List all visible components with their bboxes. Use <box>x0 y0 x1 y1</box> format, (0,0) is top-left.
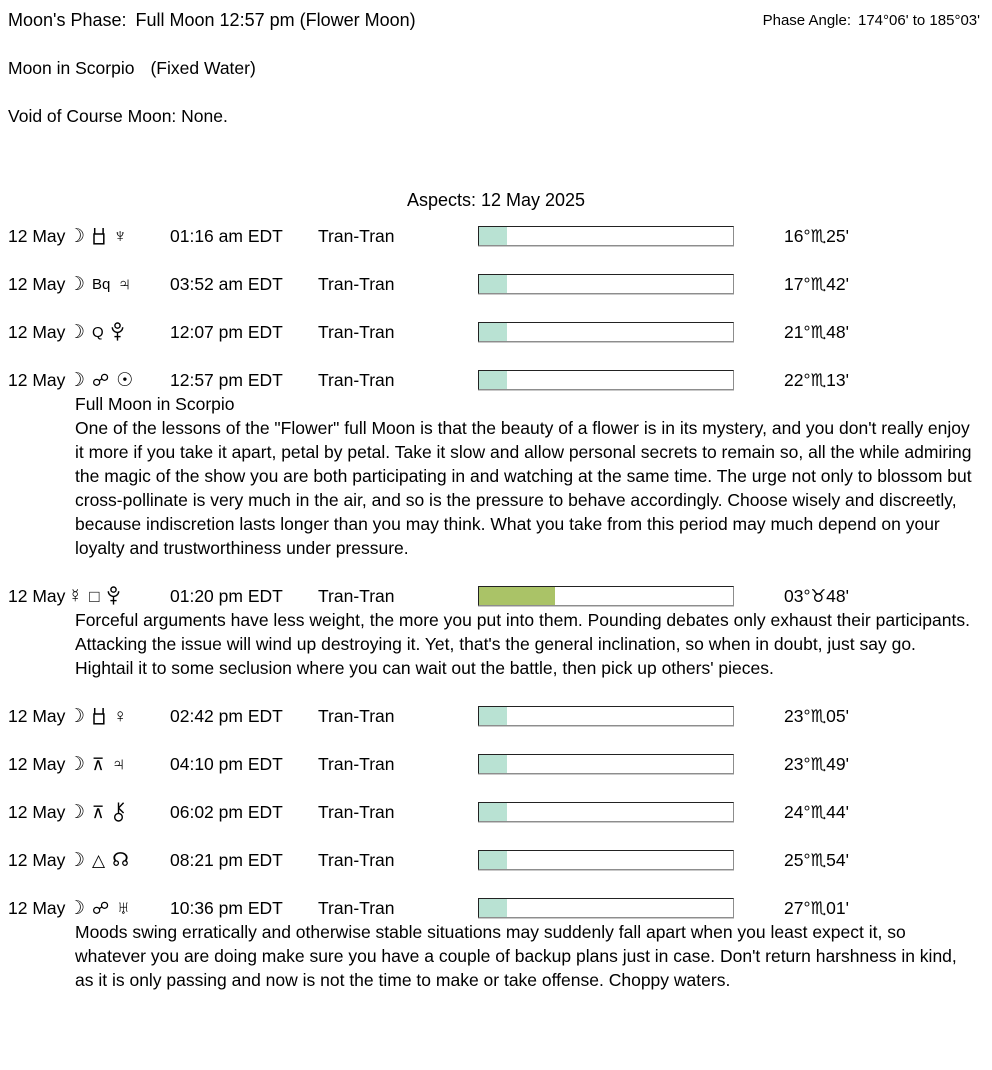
square-icon: □ <box>89 586 100 606</box>
moon-icon: ☽ <box>68 801 86 823</box>
aspect-time: 04:10 pm EDT <box>170 753 283 774</box>
aspect-row <box>8 584 984 608</box>
aspect-row <box>8 368 984 392</box>
quincunx-icon: ⊼ <box>92 802 105 822</box>
quincunx-icon: ⊼ <box>92 754 105 774</box>
aspect-time: 10:36 pm EDT <box>170 897 283 918</box>
aspect-degree: 23°♏49' <box>784 753 849 774</box>
report-header-line <box>8 8 984 32</box>
aspect-note-body: Forceful arguments have less weight, the more you put into them. Pounding debates only exhaust their participants. Attacking the issue will wind up destroying it. Yet, that's the general inclination, so when in doubt, just say go. Hightail it to some seclusion where you can wait out the battle, then pick up others' pieces. <box>75 610 970 678</box>
aspect-row <box>8 272 984 296</box>
quintile-icon: Q <box>92 323 104 341</box>
aspect-time: 08:21 pm EDT <box>170 849 283 870</box>
orb-progress-bar <box>478 370 734 390</box>
aspect-datetime <box>8 706 318 727</box>
sun-icon: ☉ <box>116 369 134 391</box>
aspect-date: 12 May <box>8 225 66 246</box>
orb-progress-fill <box>479 587 555 605</box>
aspect-note <box>75 392 973 560</box>
aspect-type: Tran-Tran <box>318 753 395 774</box>
aspect-note-body: One of the lessons of the "Flower" full Moon is that the beauty of a flower is in its mystery, and you don't really enjoy it more if you take it apart, petal by petal. Take it slow and allow personal secrets to remain so, all the while admiring the magic of the show you are both participating in and watching at the same time. The urge not only to blossom but cross-pollinate is very much in the air, and so is the pressure to behave accordingly. Choose wisely and discreetly, because indiscretion lasts longer than you may think. What you take from this period may much depend on your loyalty and trustworthiness under pressure. <box>75 418 972 558</box>
moon-icon: ☽ <box>68 849 86 871</box>
jupiter-icon: ♃ <box>117 273 132 295</box>
moon-icon: ☽ <box>68 273 86 295</box>
aspect-date: 12 May <box>8 273 66 294</box>
aspect-date: 12 May <box>8 753 66 774</box>
aspect-symbols <box>68 802 170 822</box>
aspect-note <box>75 608 973 680</box>
orb-progress-bar <box>478 706 734 726</box>
aspect-date: 12 May <box>8 585 66 606</box>
aspect-list <box>8 224 984 992</box>
phase-angle-label: Phase Angle: <box>762 12 851 29</box>
aspect-date: 12 May <box>8 321 66 342</box>
moons-phase <box>8 8 416 32</box>
aspect-symbols <box>68 275 170 294</box>
aspect-type: Tran-Tran <box>318 273 395 294</box>
trine-icon: △ <box>92 850 106 870</box>
aspect-date: 12 May <box>8 801 66 822</box>
aspect-time: 12:57 pm EDT <box>170 369 283 390</box>
aspect-degree: 21°♏48' <box>784 321 849 342</box>
moon-icon: ☽ <box>68 705 86 727</box>
aspect-row <box>8 896 984 920</box>
aspect-note-title: Full Moon in Scorpio <box>75 394 235 414</box>
pluto-icon <box>107 586 120 606</box>
aspect-time: 01:20 pm EDT <box>170 585 283 606</box>
moon-sign-line <box>8 56 984 80</box>
orb-progress-fill <box>479 371 507 389</box>
moons-phase-value: Full Moon 12:57 pm (Flower Moon) <box>135 10 416 30</box>
sesquiquadrate-icon <box>92 708 106 725</box>
aspect-degree: 27°♏01' <box>784 897 849 918</box>
aspect-time: 12:07 pm EDT <box>170 321 283 342</box>
aspect-type: Tran-Tran <box>318 225 395 246</box>
moon-icon: ☽ <box>68 369 86 391</box>
moon-icon: ☽ <box>68 753 86 775</box>
aspect-degree: 25°♏54' <box>784 849 849 870</box>
aspect-datetime <box>8 370 318 391</box>
aspect-row <box>8 752 984 776</box>
phase-angle <box>763 8 984 33</box>
aspect-note-body: Moods swing erratically and otherwise stable situations may suddenly fall apart when you least expect it, so whatever you are doing make sure you have a couple of backup plans just in case. Don't return harshness in kind, as it is only passing and now is not the time to make or take offense. Choppy waters. <box>75 922 957 990</box>
aspect-degree: 24°♏44' <box>784 801 849 822</box>
aspect-row <box>8 848 984 872</box>
aspect-note <box>75 920 973 992</box>
aspect-datetime <box>8 754 318 775</box>
aspect-datetime <box>8 274 318 295</box>
moon-icon: ☽ <box>68 897 86 919</box>
orb-progress-fill <box>479 755 507 773</box>
moon-sign-text: Moon in Scorpio <box>8 58 135 78</box>
aspect-date: 12 May <box>8 369 66 390</box>
pluto-icon <box>111 322 124 342</box>
orb-progress-fill <box>479 275 507 293</box>
aspect-type: Tran-Tran <box>318 897 395 918</box>
orb-progress-bar <box>478 274 734 294</box>
aspect-date: 12 May <box>8 849 66 870</box>
neptune-icon: ♆ <box>113 225 128 247</box>
orb-progress-fill <box>479 899 507 917</box>
aspect-time: 03:52 am EDT <box>170 273 283 294</box>
aspect-degree: 17°♏42' <box>784 273 849 294</box>
aspect-datetime <box>8 898 318 919</box>
aspect-type: Tran-Tran <box>318 849 395 870</box>
aspect-symbols <box>68 851 170 870</box>
aspect-type: Tran-Tran <box>318 801 395 822</box>
aspect-row <box>8 704 984 728</box>
orb-progress-bar <box>478 850 734 870</box>
aspect-symbols <box>68 322 170 342</box>
orb-progress-bar <box>478 586 734 606</box>
aspect-datetime <box>8 586 318 607</box>
moon-icon: ☽ <box>68 321 86 343</box>
aspect-time: 02:42 pm EDT <box>170 705 283 726</box>
aspect-degree: 22°♏13' <box>784 369 849 390</box>
orb-progress-fill <box>479 227 507 245</box>
aspect-type: Tran-Tran <box>318 585 395 606</box>
orb-progress-fill <box>479 707 507 725</box>
orb-progress-fill <box>479 323 507 341</box>
void-of-course-text: Void of Course Moon: None. <box>8 106 228 126</box>
aspect-time: 01:16 am EDT <box>170 225 283 246</box>
aspect-symbols <box>68 755 170 774</box>
phase-angle-value: 174°06' to 185°03' <box>858 12 980 29</box>
aspect-datetime <box>8 226 318 247</box>
uranus-icon: ♅ <box>116 897 131 919</box>
aspect-symbols <box>68 899 170 918</box>
aspect-symbols <box>68 371 170 390</box>
aspect-symbols <box>68 227 170 246</box>
opposition-icon: ☍ <box>92 370 110 390</box>
void-of-course-line <box>8 104 984 128</box>
aspect-degree: 16°♏25' <box>784 225 849 246</box>
aspect-symbols <box>68 707 170 726</box>
aspect-type: Tran-Tran <box>318 369 395 390</box>
orb-progress-bar <box>478 226 734 246</box>
orb-progress-bar <box>478 322 734 342</box>
aspect-degree: 03°♉48' <box>784 585 849 606</box>
opposition-icon: ☍ <box>92 898 110 918</box>
aspect-symbols <box>68 586 170 606</box>
aspect-time: 06:02 pm EDT <box>170 801 283 822</box>
orb-progress-bar <box>478 802 734 822</box>
moon-icon: ☽ <box>68 225 86 247</box>
mercury-icon: ☿ <box>68 585 83 607</box>
aspect-datetime <box>8 850 318 871</box>
venus-icon: ♀ <box>113 705 128 727</box>
aspect-date: 12 May <box>8 897 66 918</box>
orb-progress-bar <box>478 754 734 774</box>
jupiter-icon: ♃ <box>111 753 126 775</box>
orb-progress-fill <box>479 803 507 821</box>
orb-progress-bar <box>478 898 734 918</box>
aspect-datetime <box>8 322 318 343</box>
aspect-type: Tran-Tran <box>318 321 395 342</box>
moon-sign-quality: (Fixed Water) <box>150 58 256 78</box>
north-node-icon: ☊ <box>112 849 130 871</box>
biquintile-icon: Bq <box>92 275 111 293</box>
moons-phase-label: Moon's Phase: <box>8 10 127 30</box>
aspect-row <box>8 800 984 824</box>
orb-progress-fill <box>479 851 507 869</box>
aspect-datetime <box>8 802 318 823</box>
aspects-title: Aspects: 12 May 2025 <box>406 190 586 210</box>
aspect-row <box>8 320 984 344</box>
aspect-row <box>8 224 984 248</box>
sesquiquadrate-icon <box>92 228 106 245</box>
aspect-date: 12 May <box>8 705 66 726</box>
aspect-type: Tran-Tran <box>318 705 395 726</box>
chiron-icon <box>112 802 125 822</box>
aspect-degree: 23°♏05' <box>784 705 849 726</box>
